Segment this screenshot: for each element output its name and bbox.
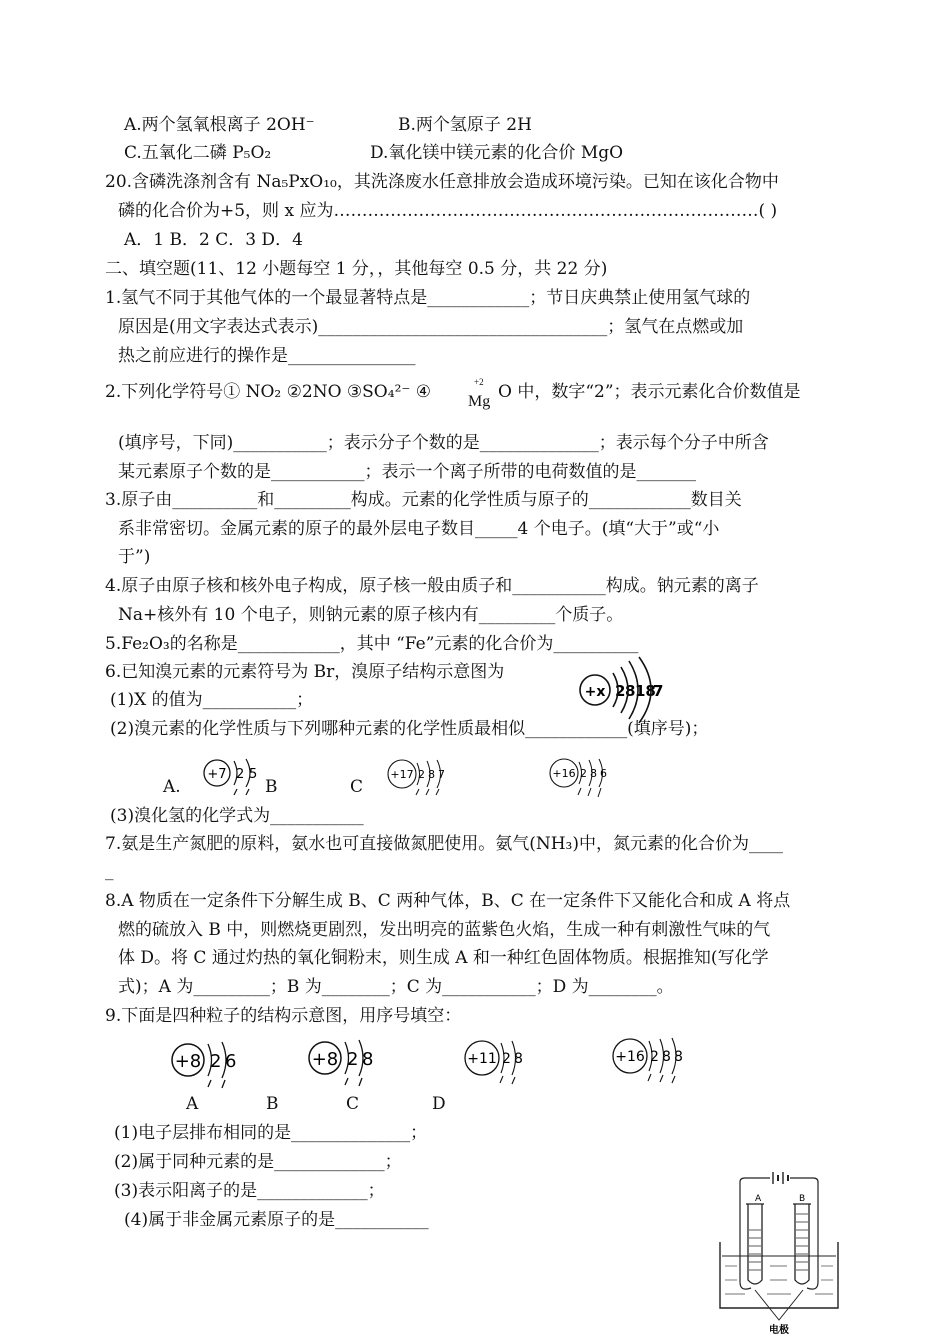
- svg-text:7: 7: [653, 682, 664, 700]
- svg-text:+8: +8: [174, 1051, 202, 1072]
- option-label-b: B: [265, 777, 278, 797]
- q6-sub1: (1)X 的值为___________；: [110, 690, 314, 710]
- q4-line: Na+核外有 10 个电子，则钠元素的原子核内有_________个质子。: [118, 605, 624, 625]
- option-label-c: C: [350, 777, 364, 797]
- q2-line: 某元素原子个数的是___________；表示一个离子所带的电荷数值的是_______: [118, 462, 696, 482]
- q2-line: O 中，数字“2”；表示元素化合价数值是: [498, 382, 801, 402]
- svg-text:+8: +8: [311, 1049, 339, 1070]
- valence-symbol: [468, 377, 498, 415]
- atom-diagram-q6c: [547, 758, 617, 800]
- option-b: B.两个氢原子 2H: [398, 115, 532, 135]
- valence-element: Mg: [468, 393, 491, 410]
- svg-text:2: 2: [650, 1049, 659, 1065]
- q2-line: 2.下列化学符号① NO₂ ②2NO ③SO₄²⁻ ④: [105, 382, 431, 402]
- svg-text:2: 2: [347, 1049, 359, 1070]
- nucleus-label: +x: [584, 684, 606, 700]
- svg-text:8: 8: [514, 1051, 523, 1067]
- q7-line: _: [105, 861, 114, 881]
- q9-sub1: (1)电子层排布相同的是______________；: [114, 1123, 428, 1143]
- section-heading: 二、填空题(11、12 小题每空 1 分，，其他每空 0.5 分，共 22 分): [105, 259, 608, 279]
- valence-charge: +2: [474, 377, 484, 387]
- option-d: D.氧化镁中镁元素的化合价 MgO: [370, 143, 624, 163]
- option-label-a: A.: [163, 777, 181, 797]
- svg-text:2: 2: [502, 1051, 511, 1067]
- tube-label-a: A: [755, 1194, 762, 1204]
- q6-line: 6.已知溴元素的元素符号为 Br，溴原子结构示意图为: [105, 662, 505, 682]
- svg-text:18: 18: [635, 682, 656, 700]
- svg-text:6: 6: [225, 1051, 237, 1072]
- q4-line: 4.原子由原子核和核外电子构成，原子核一般由质子和___________构成。钠元素的离子: [105, 576, 759, 596]
- q7-line: 7.氨是生产氮肥的原料，氨水也可直接做氮肥使用。氨气(NH₃)中，氮元素的化合价为____: [105, 834, 783, 854]
- q1-line: 原因是(用文字表达式表示)__________________________________；氢气在点燃或加: [118, 317, 744, 337]
- q8-line: 燃的硫放入 B 中，则燃烧更剧烈，发出明亮的蓝紫色火焰，生成一种有刺激性气味的气: [118, 920, 771, 940]
- option-c: C.五氧化二磷 P₅O₂: [124, 143, 272, 163]
- svg-text:8: 8: [674, 1049, 683, 1065]
- svg-text:8: 8: [428, 768, 435, 781]
- q8-line: 体 D。将 C 通过灼热的氧化铜粉末，则生成 A 和一种红色固体物质。根据推知(写化学: [118, 948, 769, 968]
- bromine-atom-diagram: [575, 653, 675, 723]
- svg-text:6: 6: [600, 767, 607, 780]
- svg-text:2: 2: [210, 1051, 222, 1072]
- diagram-label-a: A: [186, 1094, 199, 1114]
- diagram-label-b: B: [266, 1094, 279, 1114]
- q20-options: A．1 B．2 C．3 D．4: [124, 230, 303, 250]
- atom-diagram-q9a: [168, 1038, 248, 1090]
- atom-diagram-q9c: [460, 1038, 540, 1088]
- electrode-caption: 电极: [769, 1325, 789, 1336]
- svg-text:+16: +16: [552, 767, 576, 780]
- svg-text:2: 2: [236, 767, 245, 782]
- atom-diagram-q9b: [305, 1038, 385, 1090]
- diagram-label-d: D: [432, 1094, 446, 1114]
- q2-line: (填序号，下同)___________；表示分子个数的是______________；表示每个分子中所含: [118, 433, 769, 453]
- q9-sub3: (3)表示阳离子的是_____________；: [114, 1181, 385, 1201]
- svg-text:8: 8: [362, 1049, 374, 1070]
- q20-stem-cont: 磷的化合价为+5，则 x 应为…………………………………………………………………( ): [118, 201, 778, 221]
- svg-text:7: 7: [438, 768, 445, 781]
- svg-text:8: 8: [625, 682, 636, 700]
- q3-line: 于”): [118, 547, 151, 567]
- svg-text:5: 5: [249, 767, 258, 782]
- q9-sub2: (2)属于同种元素的是_____________；: [114, 1152, 402, 1172]
- svg-text:+16: +16: [615, 1049, 645, 1065]
- diagram-label-c: C: [346, 1094, 360, 1114]
- atom-diagram-q6b: [385, 758, 455, 798]
- q3-line: 系非常密切。金属元素的原子的最外层电子数目_____4 个电子。(填“大于”或“小: [118, 519, 720, 539]
- svg-text:+17: +17: [390, 768, 414, 781]
- q1-line: 热之前应进行的操作是_______________: [118, 346, 416, 366]
- q20-stem: 20.含磷洗涤剂含有 Na₅PxO₁₀，其洗涤废水任意排放会造成环境污染。已知在该化合物中: [105, 172, 779, 192]
- atom-diagram-q6a: [200, 755, 270, 800]
- electrolysis-apparatus: [715, 1170, 845, 1338]
- svg-text:+7: +7: [207, 767, 227, 782]
- q9-line: 9.下面是四种粒子的结构示意图，用序号填空：: [105, 1006, 462, 1026]
- svg-text:8: 8: [590, 767, 597, 780]
- svg-text:+11: +11: [467, 1051, 497, 1067]
- q8-line: 式)；A 为_________；B 为________；C 为___________；D 为________。: [118, 977, 674, 997]
- option-a: A.两个氢氧根离子 2OH⁻: [124, 115, 315, 135]
- svg-text:2: 2: [615, 682, 626, 700]
- svg-text:2: 2: [418, 768, 425, 781]
- svg-text:2: 2: [580, 767, 587, 780]
- atom-diagram-q9d: [608, 1036, 698, 1086]
- q8-line: 8.A 物质在一定条件下分解生成 B、C 两种气体，B、C 在一定条件下又能化合和成 A 将点: [105, 891, 791, 911]
- q9-sub4: (4)属于非金属元素原子的是___________: [124, 1210, 429, 1230]
- q1-line: 1.氢气不同于其他气体的一个最显著特点是____________；节日庆典禁止使用氢气球的: [105, 288, 751, 308]
- q6-sub2: (2)溴元素的化学性质与下列哪种元素的化学性质最相似____________(填序号)；: [110, 719, 709, 739]
- q5-line: 5.Fe₂O₃的名称是____________，其中 “Fe”元素的化合价为__________: [105, 634, 639, 654]
- tube-label-b: B: [799, 1194, 806, 1204]
- svg-text:8: 8: [662, 1049, 671, 1065]
- q3-line: 3.原子由__________和_________构成。元素的化学性质与原子的____________数目关: [105, 490, 742, 510]
- q6-sub3: (3)溴化氢的化学式为___________: [110, 806, 364, 826]
